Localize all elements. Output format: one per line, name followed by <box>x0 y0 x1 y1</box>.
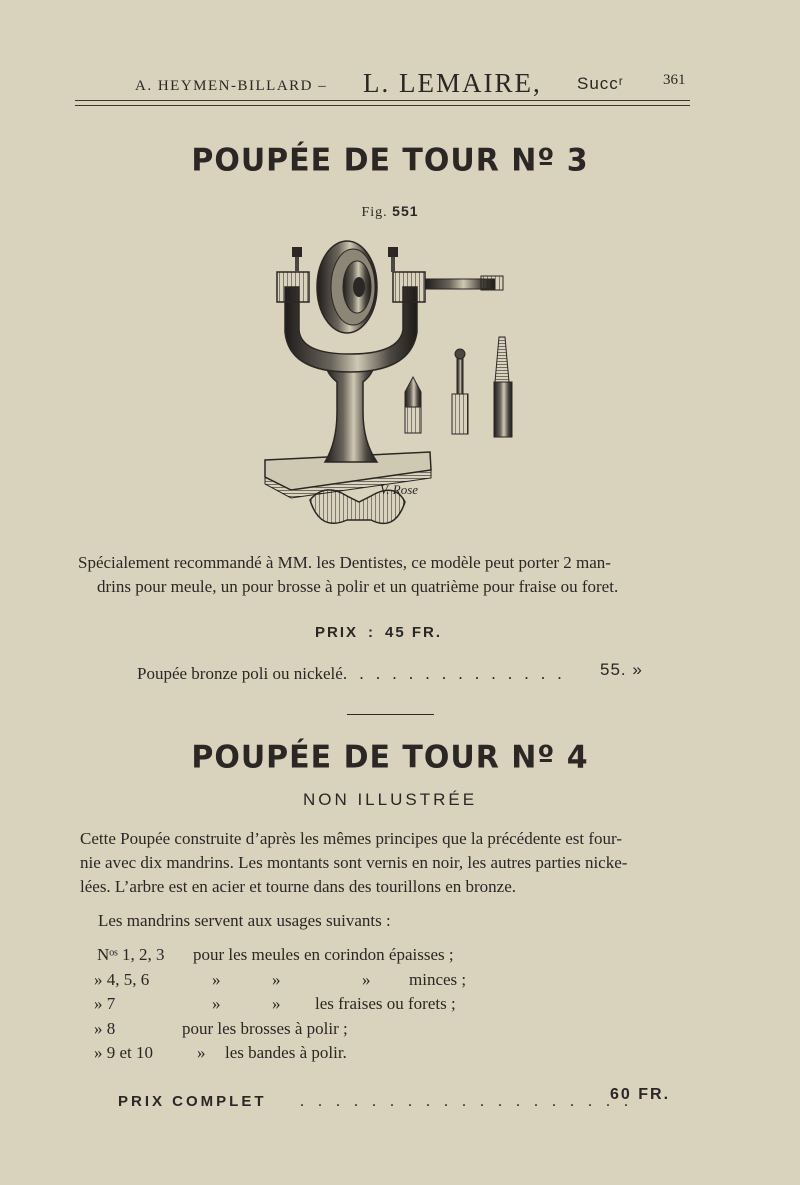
fig-number: 551 <box>392 203 419 219</box>
usage-nos: Nᵒˢ 1, 2, 3 <box>97 945 165 964</box>
section-divider <box>347 714 434 715</box>
page-number: 361 <box>663 72 686 88</box>
section2-description <box>80 827 720 899</box>
ditto-mark: » <box>362 970 371 989</box>
section-title-no3: POUPÉE DE TOUR Nº 3 <box>191 142 589 179</box>
ditto-mark: » <box>197 1043 206 1062</box>
header-publisher: A. HEYMEN-BILLARD – <box>135 78 328 94</box>
page-header <box>75 66 690 96</box>
section-title-no4: POUPÉE DE TOUR Nº 4 <box>191 739 589 776</box>
usage-row <box>94 994 497 1018</box>
desc2-line2: nie avec dix mandrins. Les montants sont vernis en noir, les autres parties nicke- <box>80 853 628 872</box>
total-dots: . . . . . . . . . . . . . . . . . . . <box>300 1093 633 1110</box>
usage-row <box>94 970 497 994</box>
variant-label: Poupée bronze poli ou nickelé <box>137 664 343 683</box>
usage-nos: » 4, 5, 6 <box>94 970 150 989</box>
usage-row <box>94 1043 497 1067</box>
usage-desc: les fraises ou forets ; <box>315 994 456 1013</box>
usage-desc: les bandes à polir. <box>225 1043 347 1062</box>
usage-desc: minces ; <box>409 970 467 989</box>
usage-nos: » 9 et 10 <box>94 1043 154 1062</box>
mandrel-2 <box>452 349 468 434</box>
variant-line <box>137 664 566 684</box>
figure-caption <box>0 203 780 221</box>
header-company: L. LEMAIRE, <box>363 68 542 98</box>
variant-dots: . . . . . . . . . . . . . . <box>342 664 566 683</box>
mandrel-1 <box>405 377 421 433</box>
desc2-line3: lées. L’arbre est en acier et tourne dans des tourillons en bronze. <box>80 877 517 896</box>
header-successor: Succʳ <box>577 74 624 93</box>
usage-row <box>94 1019 497 1043</box>
ditto-mark: » <box>272 994 281 1013</box>
section1-description <box>78 551 718 599</box>
ditto-mark: » <box>212 970 221 989</box>
price-label: PRIX <box>315 624 359 641</box>
variant-price: 55. » <box>600 660 643 679</box>
usage-desc: pour les meules en corindon épaisses ; <box>193 945 454 964</box>
usage-intro: Les mandrins servent aux usages suivants : <box>98 911 391 930</box>
header-rule <box>75 100 690 106</box>
price-sep: : <box>368 624 376 641</box>
ditto-mark: » <box>212 994 221 1013</box>
engraver-signature: V. Rose <box>380 482 419 497</box>
total-price-value: 60 FR. <box>610 1086 671 1103</box>
lathe-headstock-illustration <box>255 232 515 542</box>
mandrel-3 <box>494 337 512 437</box>
usage-row <box>97 945 497 969</box>
desc2-line1: Cette Poupée construite d’après les mêmes principes que la précédente est four- <box>80 829 623 848</box>
usage-nos: » 8 <box>94 1019 116 1038</box>
ditto-mark: » <box>272 970 281 989</box>
usage-nos: » 7 <box>94 994 116 1013</box>
fig-label: Fig. <box>361 205 388 220</box>
desc1-line1: Spécialement recommandé à MM. les Dentistes, ce modèle peut porter 2 man- <box>78 553 611 572</box>
price-value: 45 FR. <box>385 624 443 641</box>
total-price-label: PRIX COMPLET <box>118 1093 267 1110</box>
desc1-line2: drins pour meule, un pour brosse à polir et un quatrième pour fraise ou foret. <box>97 577 619 596</box>
price-no3 <box>315 624 442 641</box>
section-subtitle: NON ILLUSTRÉE <box>302 790 478 809</box>
usage-desc: pour les brosses à polir ; <box>182 1019 348 1038</box>
